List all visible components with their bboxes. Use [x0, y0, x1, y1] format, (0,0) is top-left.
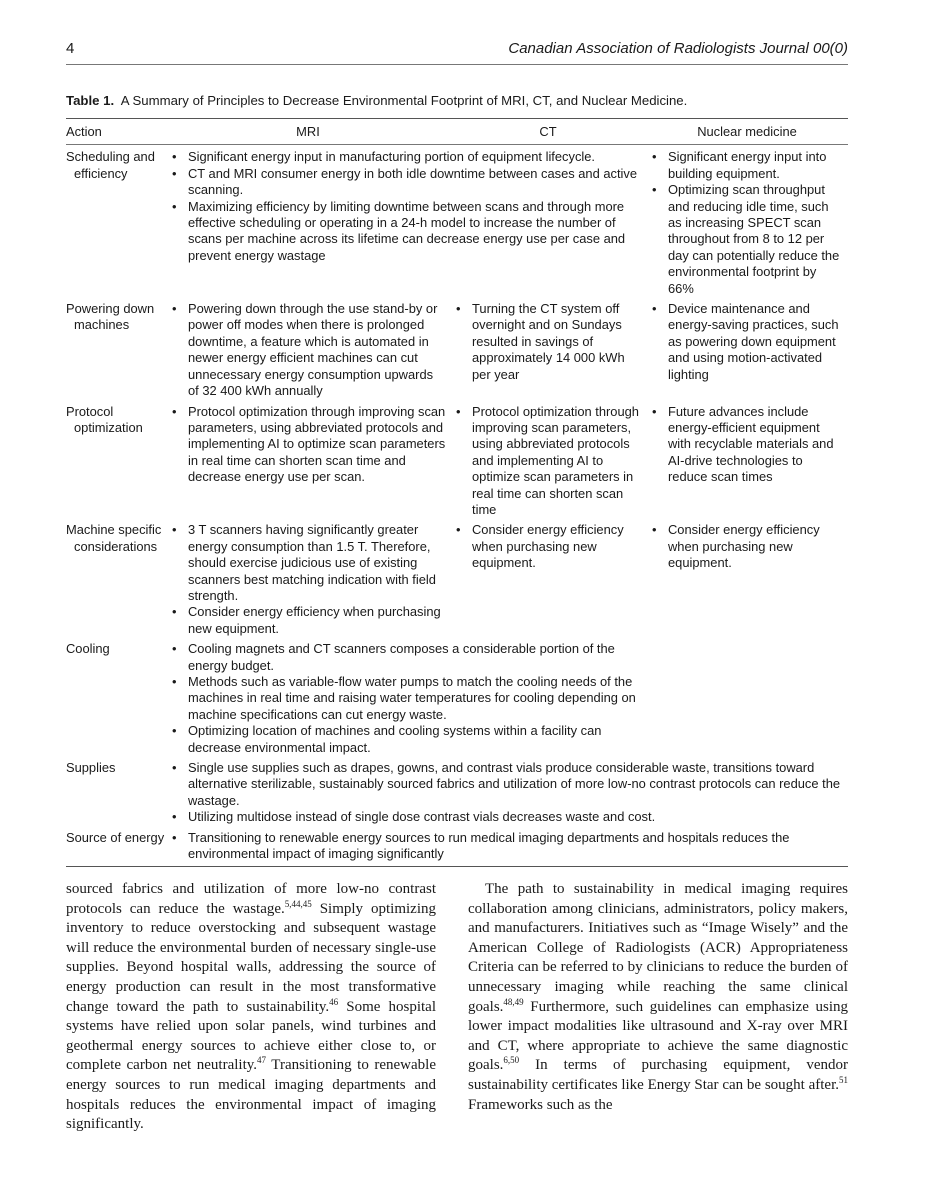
body-text: The path to sustainability in medical imaging requires collaboration among clinicians, administrators, policy makers, and manufacturers. Initiatives such as “Image Wisely” and the American College of Radiologists (ACR) Appropriateness Criteria can be referred to by clinicians to reduce the burden of unnecessary imaging while reaching the same clinical goals. [468, 881, 848, 1015]
action-label: Machine specific [66, 522, 162, 538]
body-text: Some hospital systems have relied upon solar panels, wind turbines and geothermal energy sources to achieve either close to, or complete carbon net neutrality. [66, 998, 436, 1074]
bullet-list [646, 301, 848, 383]
mri-ct-cell [166, 145, 646, 297]
bullet-item: • CT and MRI consumer energy in both idle downtime between cases and active scanning. [188, 166, 642, 199]
table-row [66, 756, 848, 826]
ct-cell [450, 400, 646, 519]
bullet-item: • Optimizing scan throughput and reducing idle time, such as increasing SPECT scan throughout from 8 to 12 per day can potentially reduce the environmental footprint by 66% [668, 182, 844, 297]
body-text: Frameworks such as the [468, 1096, 613, 1113]
bullet-item: • Future advances include energy-efficient equipment with recyclable materials and AI-drive technologies to reduce scan times [668, 404, 844, 486]
nuclear-cell [646, 297, 848, 399]
action-cell [66, 297, 166, 399]
body-text: Transitioning to renewable energy sources to run medical imaging departments and hospitals reduces the environmental impact of imaging significantly. [66, 1057, 436, 1133]
all-modalities-cell [166, 826, 848, 867]
running-header [66, 38, 848, 65]
bullet-item: • Optimizing location of machines and cooling systems within a facility can decrease environmental impact. [188, 723, 642, 756]
bullet-list [166, 404, 450, 486]
header-action: Action [66, 119, 166, 145]
mri-ct-cell [166, 637, 646, 756]
body-paragraph [66, 880, 436, 1135]
action-cell [66, 145, 166, 297]
action-label: Protocol [66, 403, 114, 419]
action-label: machines [74, 317, 130, 333]
nuclear-cell [646, 637, 848, 756]
bullet-item: • Powering down through the use stand-by or power off modes when there is prolonged downtime, a feature which is automated in newer energy efficient machines can cut unnecessary energy consumption upwards of 32 400 kWh annually [188, 301, 446, 399]
bullet-list [166, 641, 646, 756]
bullet-list [166, 760, 848, 826]
caption-text: A Summary of Principles to Decrease Environmental Footprint of MRI, CT, and Nuclear Medicine. [120, 93, 688, 108]
journal-title: Canadian Association of Radiologists Journal 00(0) [508, 40, 848, 57]
table-row [66, 145, 848, 297]
action-cell [66, 400, 166, 519]
citation: 6,50 [503, 1055, 520, 1066]
table-row [66, 297, 848, 399]
bullet-item: • Maximizing efficiency by limiting downtime between scans and through more effective scheduling or operating in a 24-h model to increase the number of scans per machine across its lifetime can decrease energy use per case and prevent energy wastage [188, 199, 642, 265]
bullet-item: • Utilizing multidose instead of single dose contrast vials decreases waste and cost. [188, 809, 844, 825]
bullet-list [166, 301, 450, 399]
bullet-list [166, 522, 450, 637]
body-column-left [66, 880, 436, 1135]
table-row [66, 518, 848, 637]
body-text: Simply optimizing inventory to reduce overstocking and subsequent wastage will reduce the environmental burden of necessary single-use supplies. Beyond hospital walls, addressing the source of energy production can result in the most transformative change toward the path to sustainability. [66, 900, 436, 1015]
bullet-item: • Significant energy input into building equipment. [668, 149, 844, 182]
bullet-item: • Device maintenance and energy-saving practices, such as powering down equipment and using motion-activated lighting [668, 301, 844, 383]
nuclear-cell [646, 400, 848, 519]
bullet-list [166, 830, 848, 863]
bullet-item: • Significant energy input in manufacturing portion of equipment lifecycle. [188, 149, 642, 165]
header-ct: CT [450, 119, 646, 145]
bullet-item: • Protocol optimization through improving scan parameters, using abbreviated protocols and implementing AI to optimize scan parameters in real time can shorten scan time and decrease energy use per scan. [188, 404, 446, 486]
action-label: Powering down [66, 301, 155, 317]
bullet-list [450, 522, 646, 571]
body-text: sourced fabrics and utilization of more low-no contrast protocols can reduce the wastage. [66, 881, 436, 917]
mri-cell [166, 297, 450, 399]
bullet-list [646, 149, 848, 297]
action-label: Scheduling and [66, 149, 155, 165]
header-nuclear: Nuclear medicine [646, 119, 848, 145]
summary-table [66, 118, 848, 867]
action-cell [66, 826, 166, 867]
bullet-item: • Turning the CT system off overnight and on Sundays resulted in savings of approximately 14 000 kWh per year [472, 301, 642, 383]
body-text: Furthermore, such guidelines can emphasize using lower impact modalities like ultrasound and X-ray over MRI and CT, where appropriate to achieve the same diagnostic goals. [468, 998, 848, 1074]
citation: 47 [257, 1055, 267, 1066]
ct-cell [450, 297, 646, 399]
all-modalities-cell [166, 756, 848, 826]
action-label: Cooling [66, 641, 110, 657]
mri-cell [166, 400, 450, 519]
table-label: Table 1. [66, 93, 115, 108]
ct-cell [450, 518, 646, 637]
nuclear-cell [646, 145, 848, 297]
action-label: Source of energy [66, 829, 165, 845]
table-row [66, 637, 848, 756]
bullet-item: • Consider energy efficiency when purchasing new equipment. [472, 522, 642, 571]
bullet-item: • Protocol optimization through improving scan parameters, using abbreviated protocols and implementing AI to optimize scan parameters in real time can shorten scan time [472, 404, 642, 519]
citation: 5,44,45 [284, 898, 312, 909]
action-cell [66, 756, 166, 826]
bullet-item: • Single use supplies such as drapes, gowns, and contrast vials produce considerable waste, transitions toward alternative sterilizable, sustainably sourced fabrics and utilization of more low-no contrast protocols can reduce the wastage. [188, 760, 844, 809]
table-header-row [66, 119, 848, 145]
bullet-list [646, 522, 848, 571]
action-label: optimization [74, 419, 143, 435]
bullet-list [646, 404, 848, 486]
action-label: Supplies [66, 760, 116, 776]
body-column-right [468, 880, 848, 1115]
nuclear-cell [646, 518, 848, 637]
bullet-list [450, 301, 646, 383]
bullet-item: • 3 T scanners having significantly greater energy consumption than 1.5 T. Therefore, should exercise judicious use of existing scanners best matching indication with field strength. [188, 522, 446, 604]
bullet-item: • Consider energy efficiency when purchasing new equipment. [188, 604, 446, 637]
action-cell [66, 637, 166, 756]
bullet-item: • Cooling magnets and CT scanners composes a considerable portion of the energy budget. [188, 641, 642, 674]
mri-cell [166, 518, 450, 637]
body-paragraph [468, 880, 848, 1115]
bullet-item: • Consider energy efficiency when purchasing new equipment. [668, 522, 844, 571]
table-row [66, 400, 848, 519]
action-label: efficiency [74, 165, 128, 181]
citation: 51 [839, 1074, 848, 1085]
citation: 48,49 [503, 996, 524, 1007]
page-number: 4 [66, 40, 75, 57]
bullet-item: • Methods such as variable-flow water pumps to match the cooling needs of the machines in real time and raising water temperatures for cooling depending on machine specifications can cut energy waste. [188, 674, 642, 723]
table-caption [66, 93, 687, 108]
bullet-list [450, 404, 646, 519]
bullet-list [166, 149, 646, 264]
action-cell [66, 518, 166, 637]
body-text: In terms of purchasing equipment, vendor sustainability certificates like Energy Star can be sought after. [468, 1057, 848, 1093]
citation: 46 [329, 996, 339, 1007]
header-mri: MRI [166, 119, 450, 145]
action-label: considerations [74, 538, 158, 554]
bullet-item: • Transitioning to renewable energy sources to run medical imaging departments and hospitals reduces the environmental impact of imaging significantly [188, 830, 844, 863]
table-row [66, 826, 848, 867]
